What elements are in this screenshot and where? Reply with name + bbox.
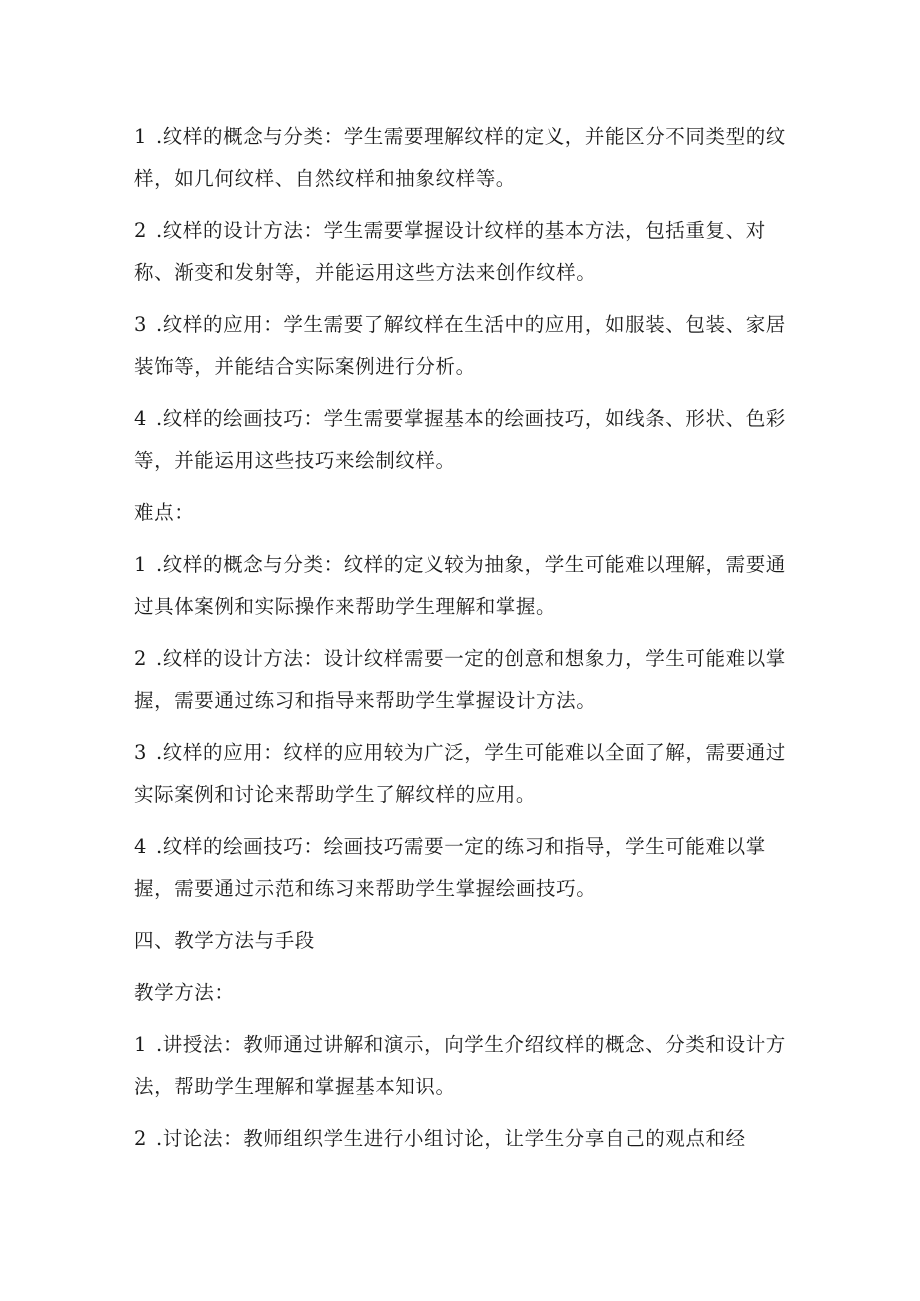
- key-point-item-4: [134, 398, 794, 482]
- difficulty-item-3: [134, 732, 794, 816]
- item-text: .纹样的绘画技巧：学生需要掌握基本的绘画技巧，如线条、形状、色彩等，并能运用这些技巧来绘制纹样。: [134, 407, 786, 472]
- method-item-2: [134, 1118, 794, 1160]
- item-text: .纹样的概念与分类：纹样的定义较为抽象，学生可能难以理解，需要通过具体案例和实际操作来帮助学生理解和掌握。: [134, 553, 786, 618]
- document-body: [134, 116, 794, 1170]
- item-text: .纹样的设计方法：学生需要掌握设计纹样的基本方法，包括重复、对称、渐变和发射等，并能运用这些方法来创作纹样。: [134, 219, 766, 284]
- item-number: 2: [134, 1127, 148, 1150]
- teaching-methods-subheading: 教学方法：: [134, 981, 235, 1004]
- difficulty-item-2: [134, 638, 794, 722]
- key-point-item-1: [134, 116, 794, 200]
- difficulty-item-4: [134, 826, 794, 910]
- item-text: .纹样的设计方法：设计纹样需要一定的创意和想象力，学生可能难以掌握，需要通过练习和指导来帮助学生掌握设计方法。: [134, 647, 786, 712]
- key-point-item-3: [134, 304, 794, 388]
- item-number: 3: [134, 741, 148, 764]
- difficulties-heading: 难点：: [134, 501, 195, 524]
- item-number: 3: [134, 313, 148, 336]
- key-point-item-2: [134, 210, 794, 294]
- item-text: .讨论法：教师组织学生进行小组讨论，让学生分享自己的观点和经: [156, 1127, 746, 1150]
- section-heading-teaching-methods: 四、教学方法与手段: [134, 929, 315, 952]
- item-text: .讲授法：教师通过讲解和演示，向学生介绍纹样的概念、分类和设计方法，帮助学生理解和掌握基本知识。: [134, 1033, 786, 1098]
- item-number: 4: [134, 407, 148, 430]
- item-text: .纹样的绘画技巧：绘画技巧需要一定的练习和指导，学生可能难以掌握，需要通过示范和练习来帮助学生掌握绘画技巧。: [134, 835, 766, 900]
- item-number: 4: [134, 835, 148, 858]
- item-number: 1: [134, 1033, 148, 1056]
- item-text: .纹样的概念与分类：学生需要理解纹样的定义，并能区分不同类型的纹样，如几何纹样、自然纹样和抽象纹样等。: [134, 125, 786, 190]
- item-number: 1: [134, 125, 148, 148]
- item-number: 2: [134, 647, 148, 670]
- item-text: .纹样的应用：纹样的应用较为广泛，学生可能难以全面了解，需要通过实际案例和讨论来帮助学生了解纹样的应用。: [134, 741, 786, 806]
- item-text: .纹样的应用：学生需要了解纹样在生活中的应用，如服装、包装、家居装饰等，并能结合实际案例进行分析。: [134, 313, 786, 378]
- method-item-1: [134, 1024, 794, 1108]
- item-number: 2: [134, 219, 148, 242]
- difficulty-item-1: [134, 544, 794, 628]
- item-number: 1: [134, 553, 148, 576]
